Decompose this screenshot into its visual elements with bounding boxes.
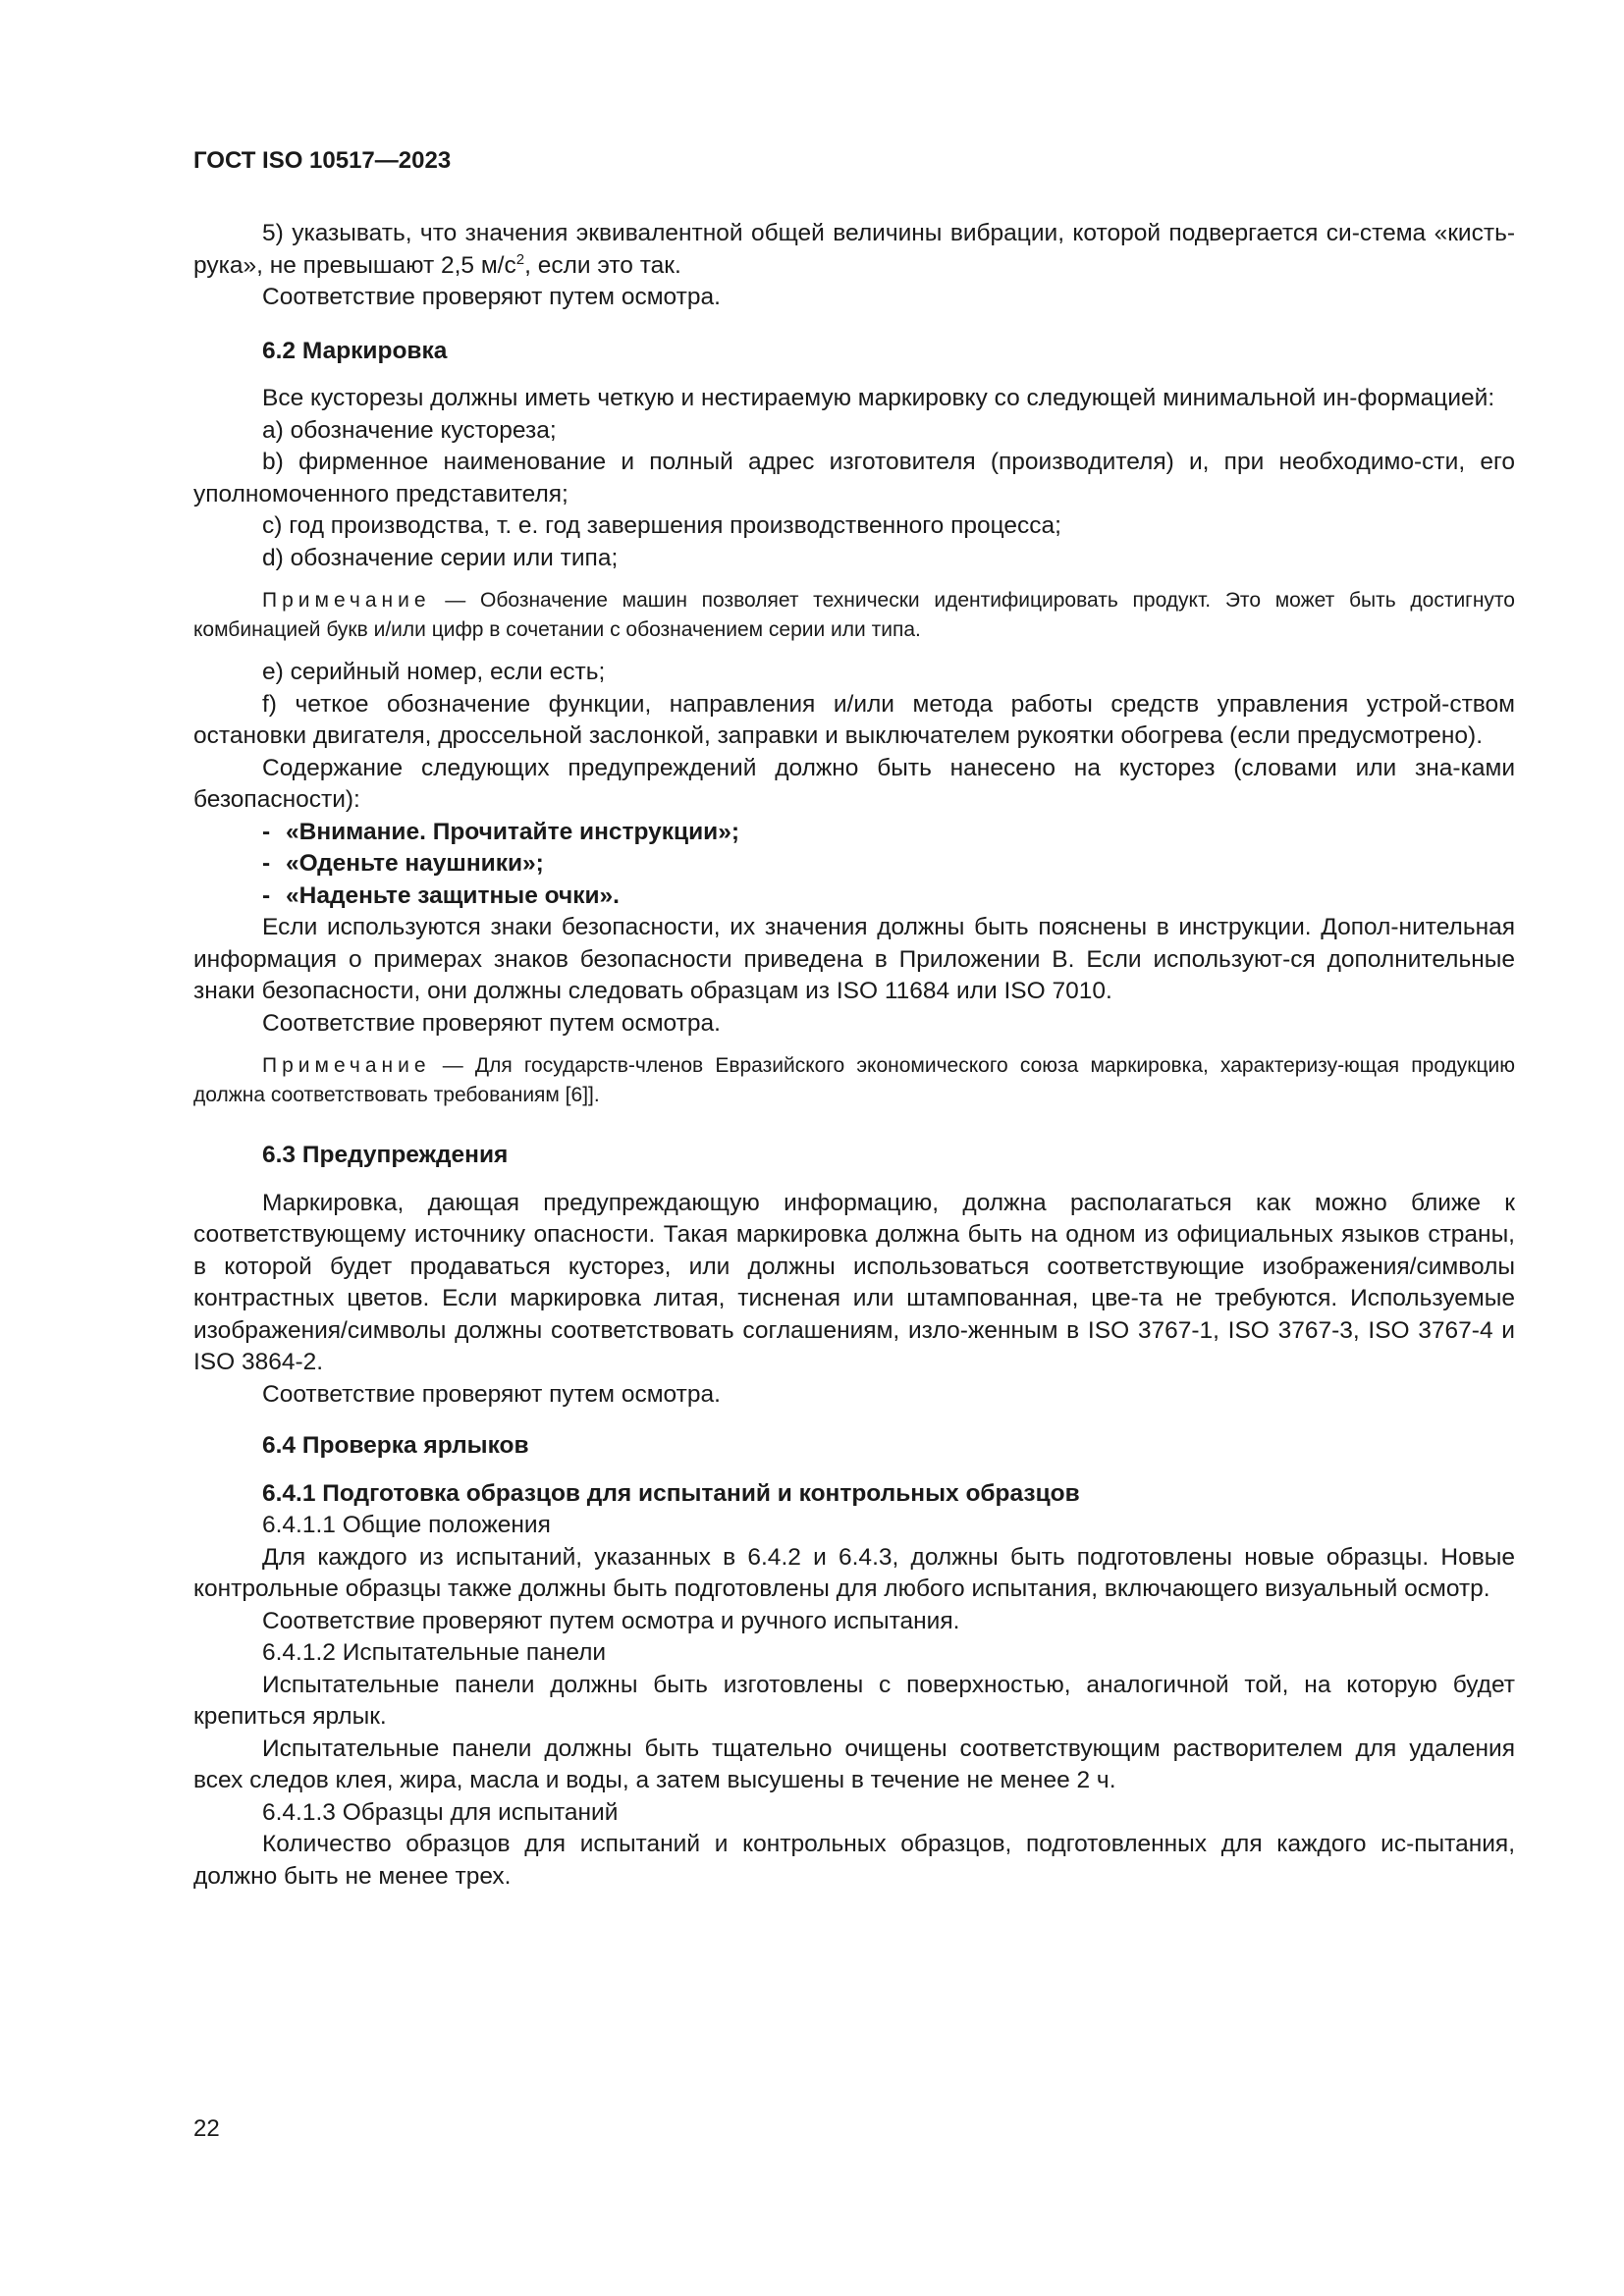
p6412-text-1: Испытательные панели должны быть изготовлены с поверхностью, аналогичной той, на которую будет крепиться ярлык. <box>193 1671 1515 1730</box>
intro-item-5: 5) указывать, что значения эквивалентной общей величины вибрации, которой подвергается си-стема «кисть-рука», не превышают 2,5 $м/с^2$, если это так. <box>193 220 1515 279</box>
warning-item-2: - «Оденьте наушники»; <box>262 850 544 877</box>
section-6-4-1-heading: 6.4.1 Подготовка образцов для испытаний и контрольных образцов <box>262 1479 1080 1507</box>
section-6-3-heading: 6.3 Предупреждения <box>262 1142 509 1168</box>
section-6-4-heading: 6.4 Проверка ярлыков <box>262 1432 529 1459</box>
s62-item-d: d) обозначение серии или типа; <box>262 544 619 571</box>
s62-warnings-lead: Содержание следующих предупреждений должно быть нанесено на кусторез (словами или зна-ками безопасности): <box>193 754 1515 813</box>
p6413-title: 6.4.1.3 Образцы для испытаний <box>262 1798 619 1826</box>
section-6-2-heading: 6.2 Маркировка <box>262 337 448 364</box>
page-number: 22 <box>193 2115 220 2142</box>
s62-note-2: Примечание — Для государств-членов Евразийского экономического союза маркировка, характеризу-ющая продукцию должна соответствовать требованиям [6]]. <box>193 1054 1515 1106</box>
s62-item-a: a) обозначение кустореза; <box>262 416 557 444</box>
document-page <box>193 147 1515 1893</box>
s62-item-f: f) четкое обозначение функции, направления и/или метода работы средств управления устрой-ством остановки двигателя, дроссельной заслонкой, заправки и выключателем рукоятки обогрева (если предусмотрено). <box>193 690 1515 749</box>
warning-item-1: - «Внимание. Прочитайте инструкции»; <box>262 818 740 845</box>
p6412-text-2: Испытательные панели должны быть тщательно очищены соответствующим растворителем для удаления всех следов клея, жира, масла и воды, а затем высушены в течение не менее 2 ч. <box>193 1735 1515 1793</box>
s62-check: Соответствие проверяют путем осмотра. <box>262 1009 721 1037</box>
s63-check: Соответствие проверяют путем осмотра. <box>262 1380 721 1408</box>
s63-text: Маркировка, дающая предупреждающую информацию, должна располагаться как можно ближе к соответствующему источнику опасности. Такая маркировка должна быть на одном из официальных языков страны, в которой будет продаваться кусторез, или должны использоваться соответствующие изображения/символы контрастных цветов. Если маркировка литая, тисненая или штампованная, цве-та не требуются. Используемые изображения/символы должны соответствовать соглашениям, изло-женным в ISO 3767-1, ISO 3767-3, ISO 3767-4 и ISO 3864-2. <box>193 1189 1515 1375</box>
s62-item-b: b) фирменное наименование и полный адрес изготовителя (производителя) и, при необходимо-сти, его уполномоченного представителя; <box>193 449 1515 507</box>
warning-item-3: - «Наденьте защитные очки». <box>262 881 620 909</box>
s62-item-c: c) год производства, т. е. год завершения производственного процесса; <box>262 512 1061 539</box>
s62-item-e: e) серийный номер, если есть; <box>262 659 606 685</box>
intro-check: Соответствие проверяют путем осмотра. <box>262 284 721 310</box>
superscript: 2 <box>515 250 525 268</box>
s62-note-1: Примечание — Обозначение машин позволяет технически идентифицировать продукт. Это может быть достигнуто комбинацией букв и/или цифр в сочетании с обозначением серии или типа. <box>193 589 1515 641</box>
p6412-title: 6.4.1.2 Испытательные панели <box>262 1639 607 1666</box>
s62-lead: Все кусторезы должны иметь четкую и нестираемую маркировку со следующей минимальной ин-формацией: <box>262 385 1495 411</box>
p6411-title: 6.4.1.1 Общие положения <box>262 1512 551 1538</box>
s62-signs: Если используются знаки безопасности, их значения должны быть пояснены в инструкции. Допол-нительная информация о примерах знаков безопасности приведена в Приложении В. Если используют-ся дополнительные знаки безопасности, они должны следовать образцам из ISO 11684 или ISO 7010. <box>193 914 1515 1004</box>
p6411-check: Соответствие проверяют путем осмотра и ручного испытания. <box>262 1607 960 1634</box>
document-header: ГОСТ ISO 10517—2023 <box>193 147 452 174</box>
p6411-text: Для каждого из испытаний, указанных в 6.4.2 и 6.4.3, должны быть подготовлены новые образцы. Новые контрольные образцы также должны быть подготовлены для любого испытания, включающего визуальный осмотр. <box>193 1543 1515 1602</box>
p6413-text: Количество образцов для испытаний и контрольных образцов, подготовленных для каждого ис-пытания, должно быть не менее трех. <box>193 1831 1515 1890</box>
